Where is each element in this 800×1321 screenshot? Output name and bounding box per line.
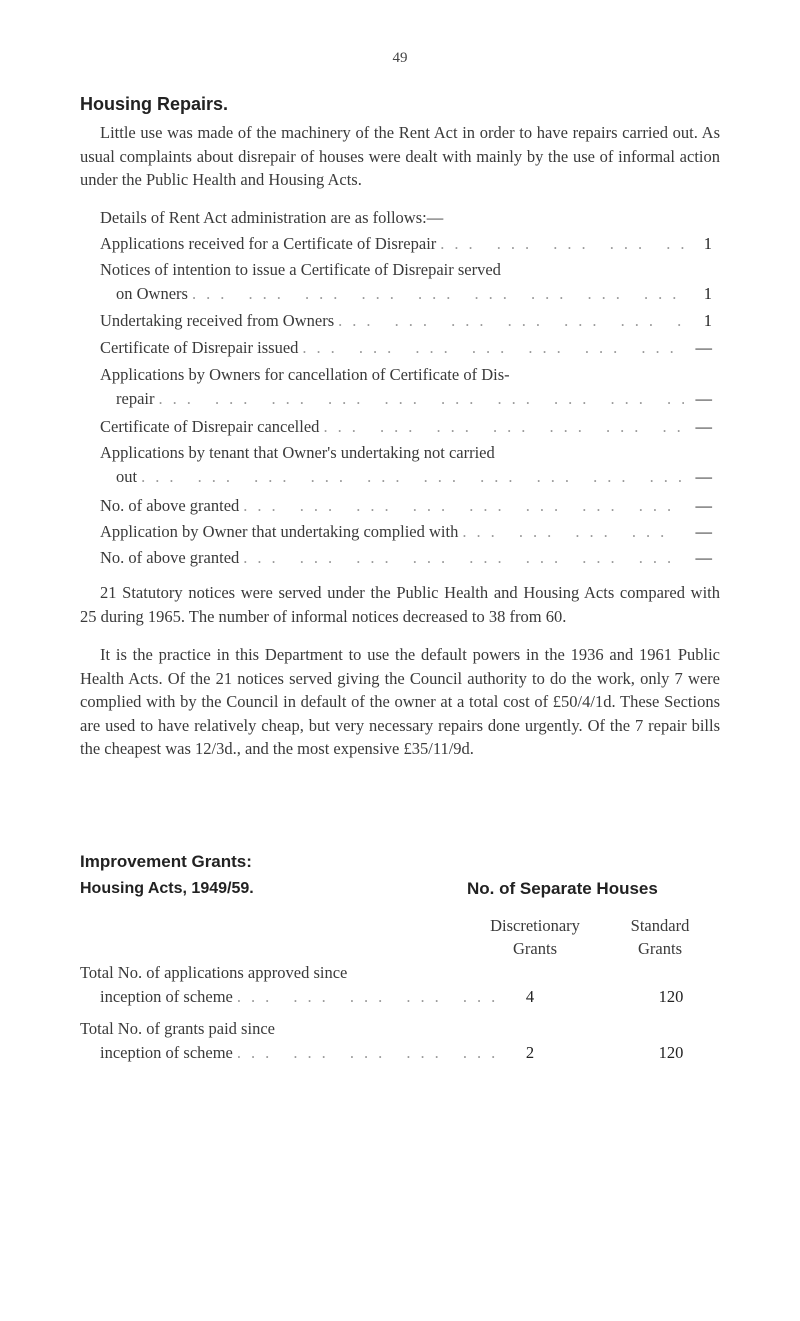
item-label: Undertaking received from Owners	[100, 311, 335, 330]
item-label: No. of above granted	[100, 496, 240, 515]
item-value: —	[695, 338, 712, 357]
item-value: 1	[703, 283, 712, 303]
item-label: Certificate of Disrepair issued	[100, 338, 299, 357]
list-item	[100, 415, 712, 439]
item-value: 1	[703, 311, 712, 330]
improvement-grants-heading: Improvement Grants:	[80, 852, 252, 871]
list-item	[100, 441, 712, 488]
standard-count: 120	[658, 1043, 684, 1062]
item-value: —	[695, 496, 712, 515]
list-item	[100, 309, 712, 333]
row-label: Total No. of applications approved since	[80, 963, 348, 982]
discretionary-count: 2	[525, 1043, 535, 1062]
list-item	[100, 520, 712, 544]
statutory-notices-paragraph: 21 Statutory notices were served under the Public Health and Housing Acts compared with 25 during 1965. The number of informal notices decreased to 38 from 60.	[80, 583, 720, 626]
list-item	[100, 232, 712, 256]
discretionary-grants-header: Discretionary Grants	[490, 916, 580, 958]
list-item	[100, 258, 712, 305]
row-label-cont: inception of scheme	[100, 986, 233, 1006]
item-value: —	[695, 522, 712, 541]
page-number: 49	[392, 50, 408, 66]
housing-acts-subheading: Housing Acts, 1949/59.	[80, 880, 254, 897]
item-label: Applications received for a Certificate of Disrepair	[100, 234, 437, 253]
intro-paragraph: Little use was made of the machinery of the Rent Act in order to have repairs carried out. As usual complaints about disrepair of houses were dealt with mainly by the use of informal action under the Public Health and Housing Acts.	[80, 123, 720, 189]
row-label: Total No. of grants paid since	[80, 1019, 275, 1038]
item-label: No. of above granted	[100, 548, 240, 567]
item-label: Applications by tenant that Owner's undertaking not carried	[100, 443, 495, 462]
default-powers-paragraph: It is the practice in this Department to use the default powers in the 1936 and 1961 Public Health Acts. Of the 21 notices served giving the Council authority to do the work, only 7 were complied with by the Council in default of the owner at a total cost of £50/4/1d. These Sections are used to have relatively cheap, but very necessary repairs done urgently. Of the 7 repair bills the cheapest was 12/3d., and the most expensive £35/11/9d.	[80, 645, 720, 758]
list-item	[100, 336, 712, 360]
separate-houses-header: No. of Separate Houses	[467, 879, 658, 898]
row-label-cont: inception of scheme	[100, 1042, 233, 1062]
table-row	[80, 1017, 720, 1064]
housing-repairs-heading: Housing Repairs.	[80, 94, 229, 114]
item-label: Notices of intention to issue a Certificate of Disrepair served	[100, 260, 501, 279]
item-label-cont: on Owners	[116, 283, 188, 303]
standard-grants-header: Standard Grants	[630, 916, 690, 958]
discretionary-count: 4	[525, 987, 535, 1006]
list-item	[100, 494, 712, 518]
item-label-cont: out	[116, 466, 138, 486]
standard-count: 120	[658, 987, 684, 1006]
item-label: Applications by Owners for cancellation of Certificate of Dis-	[100, 365, 510, 384]
item-value: —	[695, 388, 712, 408]
list-item	[100, 363, 712, 410]
item-value: 1	[703, 234, 712, 253]
table-row	[80, 961, 720, 1008]
list-item	[100, 546, 712, 570]
item-value: —	[695, 466, 712, 486]
item-label: Application by Owner that undertaking complied with	[100, 522, 459, 541]
item-label-cont: repair	[116, 388, 155, 408]
details-lead: Details of Rent Act administration are as follows:—	[100, 208, 444, 227]
item-label: Certificate of Disrepair cancelled	[100, 417, 320, 436]
item-value: —	[695, 548, 712, 567]
item-value: —	[695, 417, 712, 436]
